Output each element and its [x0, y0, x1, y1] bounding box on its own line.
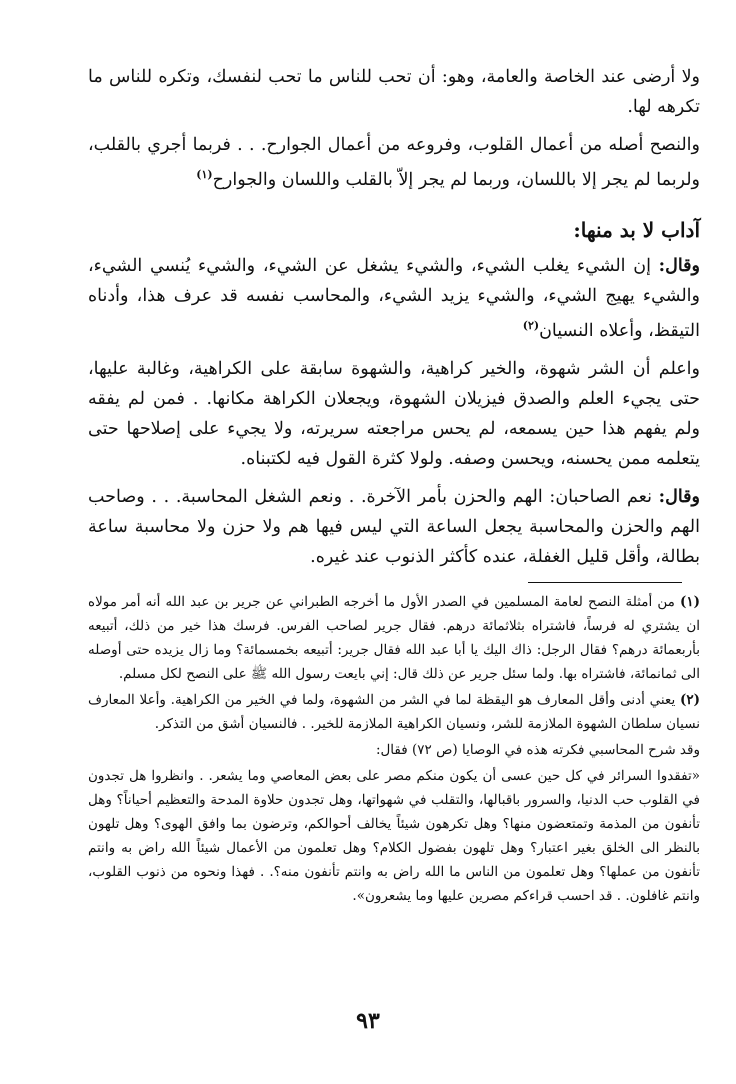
footnote-divider [528, 582, 682, 583]
footnote-2-continuation: وقد شرح المحاسبي فكرته هذه في الوصايا (ص ٧٢) فقال: [375, 742, 700, 758]
footnote-2-number: (٢) [679, 692, 700, 708]
footnote-2-text: يعني أدنى وأقل المعارف هو اليقظة لما في الشر من الشهوة، ولما في الخير من الكراهية. وأعلا المعارف نسيان سلطان الشهوة الملازمة للشر، ونسيان الكراهية الملازمة للخير. . فالنسيان أشق من التذكر. [88, 692, 700, 732]
footnote-ref-1[interactable]: (١) [196, 168, 213, 181]
paragraph-1: ولا أرضى عند الخاصة والعامة، وهو: أن تحب للناس ما تحب لنفسك، وتكره للناس ما تكرهه لها. [88, 67, 700, 117]
paragraph-5 [88, 482, 700, 572]
section-heading: آداب لا بد منها: [573, 217, 700, 242]
paragraph-5-text: نعم الصاحبان: الهم والحزن بأمر الآخرة. . ونعم الشغل المحاسبة. . . وصاحب الهم والحزن والمحاسبة يجعل الساعة التي ليس فيها هم ولا حزن ولا محاسبة ساعة بطالة، وأقل قليل الغفلة، عنده كأكثر الذنوب عند غيره. [88, 486, 700, 567]
page-number: ٩٣ [356, 1008, 380, 1034]
footnote-ref-2[interactable]: (٢) [522, 318, 540, 332]
paragraph-4: واعلم أن الشر شهوة، والخير كراهية، والشهوة سابقة على الكراهية، وغالبة عليها، حتى يجيء العلم والصدق فيزيلان الشهوة، ويجعلان الكراهة مكانها. . فمن لم يفقه ولم يفهم هذا حين يسمعه، لم يحس مراجعته سريرته، ولا يجيء على إصلاحها حتى يتعلمه ممن يحسنه، ويحسن وصفه. ولولا كثرة القول فيه لكتبناه. [88, 358, 700, 469]
footnote-1-text: من أمثلة النصح لعامة المسلمين في الصدر الأول ما أخرجه الطبراني عن جرير بن عبد الله أنه أمر مولاه ان يشتري له فرساً، فاشتراه بثلاثمائة درهم. فقال جرير لصاحب الفرس. فرسك هذا خير من ذلك، أتبيعه بأربعمائة درهم؟ فقال الرجل: ذاك اليك يا أبا عبد الله فقال جرير: أتبيعه بخمسمائة؟ وما زال يزيده حتى أوصله الى ثمانمائة، فاشتراه بها. ولما سئل جرير عن ذلك قال: إني بايعت رسول الله ﷺ على النصح لكل مسلم. [88, 594, 700, 682]
paragraph-3-lead: وقال: [658, 255, 700, 276]
main-text [88, 62, 700, 580]
paragraph-2-text: والنصح أصله من أعمال القلوب، وفروعه من أعمال الجوارح. . . فربما أجري بالقلب، ولربما لم يجر إلا باللسان، وربما لم يجر إلاّ بالقلب واللسان والجوارح [88, 135, 700, 190]
footnote-1-number: (١) [679, 594, 701, 610]
footnote-1 [88, 590, 700, 686]
paragraph-3 [88, 251, 700, 346]
footnote-2 [88, 688, 700, 736]
paragraph-5-lead: وقال: [658, 486, 700, 507]
footnote-quote: «تفقدوا السرائر في كل حين عسى أن يكون منكم مصر على بعض المعاصي وما يشعر. . وانظروا هل تجدون في القلوب حب الدنيا، والسرور باقبالها، والتقلب في شهواتها، وهل تجدون حلاوة المدحة والتعظيم أحياناً؟ وهل تأنفون من المذمة وتمتعضون منها؟ وهل تكرهون شيئاً يخالف أحوالكم، وترضون بما وافق الهوى؟ وهل تلهون بالنظر الى الخلق بغير اعتبار؟ وهل تلهون بفضول الكلام؟ وهل تعلمون من الأعمال شيئاً الله راض به وانتم تأنفون من عملها؟ وهل تعلمون من الناس ما الله راض به وانتم تأنفون منه؟. . فهذا ونحوه من ذنوب القلوب، وانتم غافلون. . قد احسب قراءكم مصرين عليها وما يشعرون». [88, 768, 700, 904]
paragraph-3-text: إن الشيء يغلب الشيء، والشيء يشغل عن الشيء، والشيء يُنسي الشيء، والشيء يهيج الشيء، والشيء يزيد الشيء، والمحاسب نفسه قد عرف هذا، وأدناه التيقظ، وأعلاه النسيان [88, 255, 700, 341]
paragraph-2 [88, 130, 700, 195]
footnotes [88, 590, 700, 908]
